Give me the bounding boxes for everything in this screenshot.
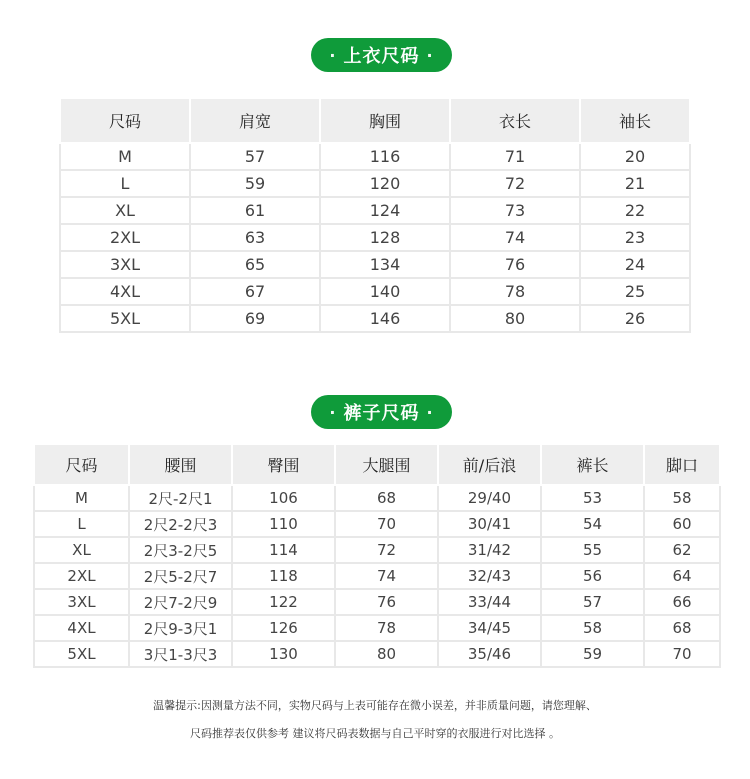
cell-size: 5XL bbox=[34, 641, 129, 667]
table-row bbox=[34, 641, 720, 667]
cell-waist: 2尺9-3尺1 bbox=[129, 615, 232, 641]
cell-hem: 60 bbox=[644, 511, 720, 537]
cell-size: 5XL bbox=[60, 305, 190, 332]
measurement-note: 温馨提示:因测量方法不同，实物尺码与上表可能存在微小误差，并非质量问题，请您理解、 bbox=[153, 699, 597, 712]
cell-shoulder: 69 bbox=[190, 305, 320, 332]
cell-waist: 3尺1-3尺3 bbox=[129, 641, 232, 667]
table-row bbox=[34, 615, 720, 641]
cell-size: XL bbox=[34, 537, 129, 563]
cell-shoulder: 65 bbox=[190, 251, 320, 278]
cell-chest: 140 bbox=[320, 278, 450, 305]
cell-size: 4XL bbox=[60, 278, 190, 305]
table-row bbox=[34, 511, 720, 537]
cell-pants-length: 53 bbox=[541, 485, 644, 511]
cell-chest: 146 bbox=[320, 305, 450, 332]
header-size: 尺码 bbox=[60, 98, 190, 143]
header-hem: 脚口 bbox=[644, 444, 720, 485]
cell-sleeve: 22 bbox=[580, 197, 690, 224]
pants-size-table bbox=[33, 443, 721, 668]
recommendation-note: 尺码推荐表仅供参考 建议将尺码表数据与自己平时穿的衣服进行对比选择 。 bbox=[190, 727, 560, 740]
header-shoulder: 肩宽 bbox=[190, 98, 320, 143]
cell-thigh: 80 bbox=[335, 641, 438, 667]
cell-rise: 34/45 bbox=[438, 615, 541, 641]
header-rise: 前/后浪 bbox=[438, 444, 541, 485]
cell-length: 76 bbox=[450, 251, 580, 278]
header-pants-length: 裤长 bbox=[541, 444, 644, 485]
header-thigh: 大腿围 bbox=[335, 444, 438, 485]
dot-icon: · bbox=[426, 45, 434, 65]
cell-rise: 35/46 bbox=[438, 641, 541, 667]
pants-size-title-badge bbox=[311, 395, 452, 429]
cell-length: 78 bbox=[450, 278, 580, 305]
cell-size: 3XL bbox=[60, 251, 190, 278]
cell-chest: 116 bbox=[320, 143, 450, 170]
cell-size: 2XL bbox=[34, 563, 129, 589]
cell-waist: 2尺7-2尺9 bbox=[129, 589, 232, 615]
cell-pants-length: 57 bbox=[541, 589, 644, 615]
header-sleeve: 袖长 bbox=[580, 98, 690, 143]
table-row bbox=[34, 563, 720, 589]
cell-shoulder: 59 bbox=[190, 170, 320, 197]
cell-size: L bbox=[60, 170, 190, 197]
cell-pants-length: 55 bbox=[541, 537, 644, 563]
cell-hip: 114 bbox=[232, 537, 335, 563]
cell-waist: 2尺2-2尺3 bbox=[129, 511, 232, 537]
cell-rise: 33/44 bbox=[438, 589, 541, 615]
cell-thigh: 74 bbox=[335, 563, 438, 589]
cell-pants-length: 54 bbox=[541, 511, 644, 537]
cell-thigh: 70 bbox=[335, 511, 438, 537]
cell-thigh: 78 bbox=[335, 615, 438, 641]
table-row bbox=[60, 170, 690, 197]
cell-hip: 106 bbox=[232, 485, 335, 511]
cell-sleeve: 21 bbox=[580, 170, 690, 197]
pants-size-title: 裤子尺码 bbox=[343, 403, 420, 424]
cell-thigh: 68 bbox=[335, 485, 438, 511]
table-row bbox=[60, 251, 690, 278]
cell-hem: 62 bbox=[644, 537, 720, 563]
cell-rise: 29/40 bbox=[438, 485, 541, 511]
cell-pants-length: 58 bbox=[541, 615, 644, 641]
header-hip: 臀围 bbox=[232, 444, 335, 485]
cell-rise: 31/42 bbox=[438, 537, 541, 563]
header-chest: 胸围 bbox=[320, 98, 450, 143]
cell-length: 71 bbox=[450, 143, 580, 170]
cell-size: L bbox=[34, 511, 129, 537]
cell-chest: 128 bbox=[320, 224, 450, 251]
cell-hip: 110 bbox=[232, 511, 335, 537]
table-row bbox=[60, 143, 690, 170]
cell-hip: 130 bbox=[232, 641, 335, 667]
cell-pants-length: 59 bbox=[541, 641, 644, 667]
cell-sleeve: 20 bbox=[580, 143, 690, 170]
header-waist: 腰围 bbox=[129, 444, 232, 485]
cell-length: 72 bbox=[450, 170, 580, 197]
pants-header-row bbox=[34, 444, 720, 485]
cell-pants-length: 56 bbox=[541, 563, 644, 589]
cell-length: 73 bbox=[450, 197, 580, 224]
cell-rise: 32/43 bbox=[438, 563, 541, 589]
top-size-title: 上衣尺码 bbox=[343, 46, 420, 67]
cell-shoulder: 67 bbox=[190, 278, 320, 305]
cell-sleeve: 26 bbox=[580, 305, 690, 332]
cell-length: 74 bbox=[450, 224, 580, 251]
top-size-title-badge bbox=[311, 38, 452, 72]
cell-hem: 58 bbox=[644, 485, 720, 511]
cell-shoulder: 61 bbox=[190, 197, 320, 224]
dot-icon: · bbox=[329, 402, 337, 422]
dot-icon: · bbox=[426, 402, 434, 422]
cell-size: M bbox=[34, 485, 129, 511]
table-row bbox=[60, 305, 690, 332]
table-row bbox=[34, 537, 720, 563]
table-row bbox=[60, 197, 690, 224]
table-row bbox=[34, 485, 720, 511]
cell-sleeve: 23 bbox=[580, 224, 690, 251]
cell-hip: 122 bbox=[232, 589, 335, 615]
header-length: 衣长 bbox=[450, 98, 580, 143]
cell-shoulder: 57 bbox=[190, 143, 320, 170]
cell-length: 80 bbox=[450, 305, 580, 332]
table-row bbox=[60, 278, 690, 305]
cell-hip: 118 bbox=[232, 563, 335, 589]
cell-chest: 124 bbox=[320, 197, 450, 224]
cell-rise: 30/41 bbox=[438, 511, 541, 537]
cell-size: 4XL bbox=[34, 615, 129, 641]
header-size: 尺码 bbox=[34, 444, 129, 485]
cell-size: XL bbox=[60, 197, 190, 224]
top-header-row bbox=[60, 98, 690, 143]
cell-shoulder: 63 bbox=[190, 224, 320, 251]
cell-hem: 64 bbox=[644, 563, 720, 589]
cell-waist: 2尺3-2尺5 bbox=[129, 537, 232, 563]
cell-size: M bbox=[60, 143, 190, 170]
top-size-table bbox=[59, 97, 691, 333]
cell-size: 3XL bbox=[34, 589, 129, 615]
table-row bbox=[34, 589, 720, 615]
cell-size: 2XL bbox=[60, 224, 190, 251]
cell-waist: 2尺5-2尺7 bbox=[129, 563, 232, 589]
cell-waist: 2尺-2尺1 bbox=[129, 485, 232, 511]
cell-hem: 66 bbox=[644, 589, 720, 615]
table-row bbox=[60, 224, 690, 251]
cell-hem: 68 bbox=[644, 615, 720, 641]
cell-chest: 120 bbox=[320, 170, 450, 197]
cell-thigh: 76 bbox=[335, 589, 438, 615]
cell-hip: 126 bbox=[232, 615, 335, 641]
dot-icon: · bbox=[329, 45, 337, 65]
cell-chest: 134 bbox=[320, 251, 450, 278]
cell-sleeve: 24 bbox=[580, 251, 690, 278]
cell-hem: 70 bbox=[644, 641, 720, 667]
cell-thigh: 72 bbox=[335, 537, 438, 563]
cell-sleeve: 25 bbox=[580, 278, 690, 305]
